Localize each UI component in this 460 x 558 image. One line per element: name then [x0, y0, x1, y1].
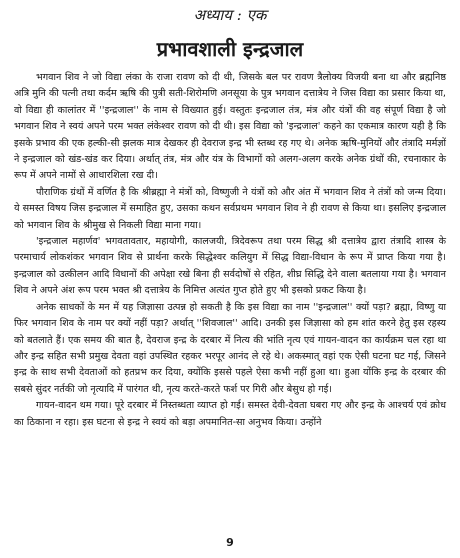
page-number: 9 — [226, 536, 234, 549]
paragraph-4: अनेक साधकों के मन में यह जिज्ञासा उत्पन्न हो सकती है कि इस विद्या का नाम ''इन्द्रजाल'' क्यों पड़ा? ब्रह्मा, विष्णु या फिर भगवान शिव के नाम पर क्यों नहीं पड़ा? अर्थात् ''शिवजाल'' आदि। उनकी इस जिज्ञासा को हम शांत करने हेतु इस रहस्य को बतलाते हैं। एक समय की बात है, देवराज इन्द्र के दरबार में नित्य की भांति नृत्य एवं गायन-वादन का कार्यक्रम चल रहा था और इन्द्र सहित सभी प्रमुख देवता वहां उपस्थित रहकर भरपूर आनंद ले रहे थे। अकस्मात् वहां एक ऐसी घटना घट गई, जिसने इन्द्र के साथ सभी देवताओं को हतप्रभ कर दिया, क्योंकि इससे पहले ऐसा कभी नहीं हुआ था। हुआ योंकि इन्द्र के दरबार की सबसे सुंदर नर्तकी जो नृत्यादि में पारंगत थी, नृत्य करते-करते फर्श पर गिरी और बेसुध हो गई। — [14, 301, 446, 395]
paragraph-3: 'इन्द्रजाल महार्णव' भगवतावतार, महायोगी, कालजयी, त्रिदेवरूप तथा परम सिद्ध श्री दत्तात्रेय द्वारा तंत्रादि शास्त्र के परमाचार्य लोकशंकर भगवान शिव से प्रार्थना करके सिद्धेश्वर कलियुग में सिद्ध विद्या-विधान के रूप में प्राप्त किया गया है। इन्द्रजाल को उत्कीलन आदि विधानों की अपेक्षा रखे बिना ही सर्वदोषों से रहित, शीघ्र सिद्धि देने वाला बतलाया गया है। भगवान शिव ने अपने अंश रूप परम भक्त श्री दत्तात्रेय के निमित्त अत्यंत गुप्त होते हुए भी इसको प्रकट किया है। — [14, 236, 446, 297]
paragraph-5: गायन-वादन थम गया। पूरे दरबार में निस्तब्धता व्याप्त हो गई। समस्त देवी-देवता घबरा गए और इन्द्र के आश्चर्य एवं क्रोध का ठिकाना न रहा। इस घटना से इन्द्र ने स्वयं को बड़ा अपमानित-सा अनुभव किया। उन्होंने — [14, 400, 446, 428]
body-text — [14, 70, 446, 431]
chapter-label: अध्याय : एक — [193, 6, 267, 24]
paragraph-2: पौराणिक ग्रंथों में वर्णित है कि श्रीब्रह्मा ने मंत्रों को, विष्णुजी ने यंत्रों को और अंत में भगवान शिव ने तंत्रों को जन्म दिया। ये समस्त विषय जिस इन्द्रजाल में समाहित हुए, उसका कथन सर्वप्रथम भगवान शिव ने ही रावण से किया था। इसलिए इन्द्रजाल को भगवान शिव के श्रीमुख से निकली विद्या माना गया। — [14, 186, 446, 231]
paragraph-1: भगवान शिव ने जो विद्या लंका के राजा रावण को दी थी, जिसके बल पर रावण त्रैलोक्य विजयी बना था और ब्रह्मनिष्ठ अत्रि मुनि की पत्नी तथा कर्दम ऋषि की पुत्री सती-शिरोमणि अनसूया के पुत्र भगवान दत्तात्रेय ने जिस विद्या का प्रसार किया था, वो विद्या ही कालांतर में ''इन्द्रजाल'' के नाम से विख्यात हुई। वस्तुतः इन्द्रजाल तंत्र, मंत्र और यंत्रों की वह संपूर्ण विद्या है जो भगवान शिव ने स्वयं अपने परम भक्त लंकेश्वर रावण को दी थी। इस विद्या को 'इन्द्रजाल' कहने का एकमात्र कारण यही है कि इसके प्रभाव की एक हल्की-सी झलक मात्र देखकर ही देवराज इन्द्र भी स्तब्ध रह गए थे। अनेक ऋषि-मुनियों और तंत्रादि मर्मज्ञों ने इन्द्रजाल को खंड-खंड कर दिया। अर्थात् तंत्र, मंत्र और यंत्र के विभागों को अलग-अलग करके अनेक ग्रंथों की, रचनाकार के रूप में अपने नामों से आधारशिला रख दी। — [14, 72, 446, 182]
chapter-title: प्रभावशाली इन्द्रजाल — [156, 37, 304, 61]
